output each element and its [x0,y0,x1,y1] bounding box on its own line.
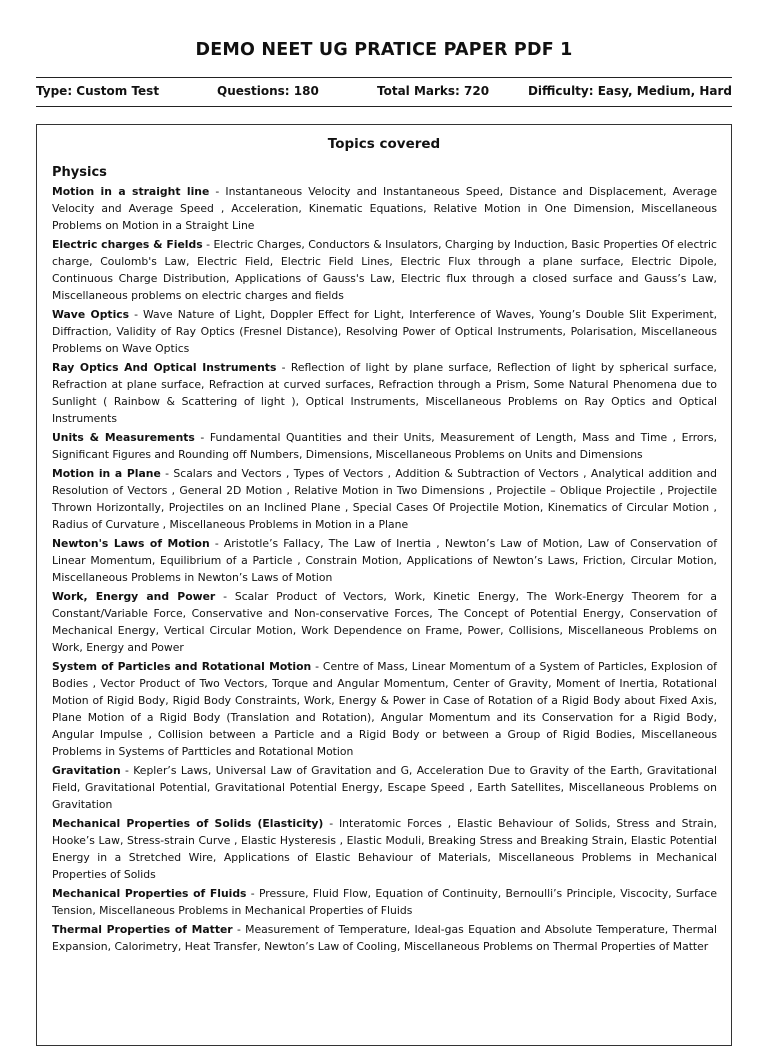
test-info-bar [36,77,732,107]
topic-description: - Fundamental Quantities and their Units, Measurement of Length, Mass and Time , Errors, Significant Figures and Rounding off Numbers, Dimensions, Miscellaneous Problems on Units and Dimensions [52,431,717,461]
topic-item [52,815,717,883]
difficulty: Difficulty: Easy, Medium, Hard [527,84,732,98]
question-count: Questions: 180 [217,84,319,98]
topic-name: Gravitation [52,764,121,777]
topic-description: - Aristotle’s Fallacy, The Law of Inertia , Newton’s Law of Motion, Law of Conservation of Linear Momentum, Equilibrium of a Particle , Constrain Motion, Applications of Newton’s Laws, Friction, Circular Motion, Miscellaneous Problems in Newton’s Laws of Motion [52,537,717,584]
topic-name: Work, Energy and Power [52,590,216,603]
document-title: DEMO NEET UG PRATICE PAPER PDF 1 [195,40,573,60]
section-heading-physics: Physics [52,165,107,180]
topic-description: - Instantaneous Velocity and Instantaneous Speed, Distance and Displacement, Average Velocity and Average Speed , Acceleration, Kinematic Equations, Relative Motion in One Dimension, Miscellaneous Problems on Motion in a Straight Line [52,185,717,232]
topic-description: - Reflection of light by plane surface, Reflection of light by spherical surface, Refraction at plane surface, Refraction at curved surfaces, Refraction through a Prism, Some Natural Phenomena due to Sunlight ( Rainbow & Scattering of light ), Optical Instruments, Miscellaneous Problems on Ray Optics and Optical Instruments [52,361,717,425]
topic-description: - Electric Charges, Conductors & Insulators, Charging by Induction, Basic Properties Of electric charge, Coulomb's Law, Electric Field, Electric Field Lines, Electric Flux through a plane surface, Electric Dipole, Continuous Charge Distribution, Applications of Gauss's Law, Electric flux through a closed surface and Gauss’s Law, Miscellaneous problems on electric charges and fields [52,238,717,302]
topic-item [52,588,717,656]
topic-item [52,465,717,533]
topic-name: System of Particles and Rotational Motion [52,660,312,673]
topic-description: - Interatomic Forces , Elastic Behaviour of Solids, Stress and Strain, Hooke’s Law, Stress-strain Curve , Elastic Hysteresis , Elastic Moduli, Breaking Stress and Breaking Strain, Elastic Potential Energy in a Stretched Wire, Applications of Elastic Behaviour of Materials, Miscellaneous Problems in Mechanical Properties of Solids [52,817,718,881]
topic-description: - Measurement of Temperature, Ideal-gas Equation and Absolute Temperature, Thermal Expansion, Calorimetry, Heat Transfer, Newton’s Law of Cooling, Miscellaneous Problems on Thermal Properties of Matter [52,923,717,953]
topic-name: Electric charges & Fields [52,238,203,251]
topic-description: - Scalar Product of Vectors, Work, Kinetic Energy, The Work-Energy Theorem for a Constant/Variable Force, Conservative and Non-conservative Forces, The Concept of Potential Energy, Conservation of Mechanical Energy, Vertical Circular Motion, Work Dependence on Frame, Power, Collisions, Miscellaneous Problems on Work, Energy and Power [52,590,717,654]
topics-box [36,124,732,1046]
topic-description: - Kepler’s Laws, Universal Law of Gravitation and G, Acceleration Due to Gravity of the Earth, Gravitational Field, Gravitational Potential, Gravitational Potential Energy, Escape Speed , Earth Satellites, Miscellaneous Problems on Gravitation [52,764,717,811]
topic-item [52,429,717,463]
total-marks: Total Marks: 720 [377,84,490,98]
topic-description: - Centre of Mass, Linear Momentum of a System of Particles, Explosion of Bodies , Vector Product of Two Vectors, Torque and Angular Momentum, Center of Gravity, Moment of Inertia, Rotational Motion of Rigid Body, Rigid Body Constraints, Work, Energy & Power in Case of Rotation of a Rigid Body about Fixed Axis, Plane Motion of a Rigid Body (Translation and Rotation), Angular Momentum and its Conservation for a Rigid Body, Angular Impulse , Collision between a Particle and a Rigid Body or between a Group of Rigid Bodies, Miscellaneous Problems in Systems of Partticles and Rotational Motion [52,660,717,758]
topic-item [52,921,717,955]
topic-description: - Pressure, Fluid Flow, Equation of Continuity, Bernoulli’s Principle, Viscocity, Surface Tension, Miscellaneous Problems in Mechanical Properties of Fluids [52,887,717,917]
topics-heading: Topics covered [327,136,441,152]
topic-item [52,885,717,919]
topic-description: - Scalars and Vectors , Types of Vectors , Addition & Subtraction of Vectors , Analytical addition and Resolution of Vectors , General 2D Motion , Relative Motion in Two Dimensions , Projectile – Oblique Projectile , Projectile Thrown Horizontally, Projectiles on an Inclined Plane , Special Cases Of Projectile Motion, Kinematics of Circular Motion , Radius of Curvature , Miscellaneous Problems in Motion in a Plane [52,467,717,531]
topic-name: Thermal Properties of Matter [52,923,233,936]
topic-item [52,306,717,357]
topic-item [52,658,717,760]
topic-name: Mechanical Properties of Fluids [52,887,247,900]
topic-list [52,183,717,957]
topic-name: Motion in a Plane [52,467,161,480]
topic-name: Newton's Laws of Motion [52,537,210,550]
topic-description: - Wave Nature of Light, Doppler Effect for Light, Interference of Waves, Young’s Double Slit Experiment, Diffraction, Validity of Ray Optics (Fresnel Distance), Resolving Power of Optical Instruments, Polarisation, Miscellaneous Problems on Wave Optics [52,308,718,355]
topic-item [52,236,717,304]
topic-name: Mechanical Properties of Solids (Elasticity) [52,817,324,830]
topic-item [52,762,717,813]
topic-name: Units & Measurements [52,431,195,444]
test-type: Type: Custom Test [36,84,160,98]
topic-item [52,535,717,586]
topic-name: Motion in a straight line [52,185,210,198]
topic-name: Ray Optics And Optical Instruments [52,361,277,374]
topic-item [52,359,717,427]
topic-item [52,183,717,234]
topic-name: Wave Optics [52,308,130,321]
